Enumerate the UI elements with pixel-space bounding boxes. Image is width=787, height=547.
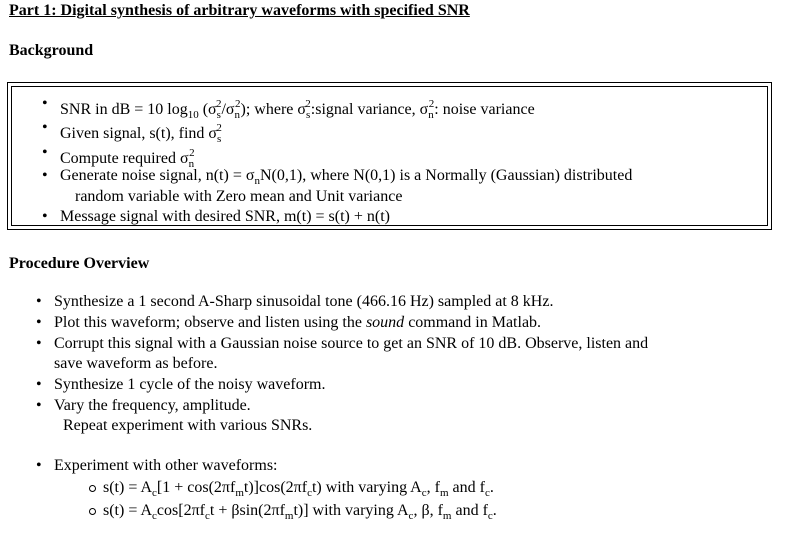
bullet-dot: •	[42, 95, 48, 112]
procedure-item-synthesize: Synthesize a 1 second A-Sharp sinusoidal tone (466.16 Hz) sampled at 8 kHz.	[54, 293, 554, 310]
bullet-circle	[89, 508, 96, 515]
background-item-noise: Generate noise signal, $n(t) = \sigma_nN(0,1)$, where N(0,1) is a Normally (Gaussian) distributed	[60, 167, 633, 187]
bullet-dot: •	[42, 167, 48, 184]
waveform-fm: $s(t) = A_c\cos[2\pi f_ct + \beta\sin(2\pi f_mt)]$ with varying $A_c$, β, $f_m$ and $f_c$.	[103, 502, 497, 522]
bullet-circle	[89, 485, 96, 492]
waveform-am: $s(t) = A_c[1 + \cos(2\pi f_mt)]\cos(2\pi f_ct)$ with varying $A_c$, $f_m$ and $f_c$.	[103, 479, 494, 499]
bullet-dot: •	[42, 119, 48, 136]
background-item-compute: Compute required $\sigma_n^2$	[60, 147, 195, 170]
procedure-heading: Procedure Overview	[9, 255, 150, 272]
background-item-noise-cont: random variable with Zero mean and Unit variance	[75, 188, 403, 205]
procedure-item-corrupt: Corrupt this signal with a Gaussian noise source to get an SNR of 10 dB. Observe, listen and	[54, 335, 649, 352]
procedure-item-experiment: Experiment with other waveforms:	[54, 457, 278, 474]
background-item-snr: SNR in dB = 10 $\log_{10} (\sigma_s^2/\sigma_n^2)$; where $\sigma_s^2:signal$ variance, $\sigma_n^2$: noise variance	[60, 98, 535, 121]
background-heading: Background	[9, 42, 94, 59]
bullet-dot: •	[36, 457, 42, 474]
bullet-dot: •	[36, 335, 42, 352]
procedure-item-repeat: Repeat experiment with various SNRs.	[63, 417, 313, 434]
bullet-dot: •	[36, 376, 42, 393]
procedure-item-corrupt-cont: save waveform as before.	[54, 355, 218, 372]
background-item-given-signal: Given signal, s(t), find $\sigma_s^2$	[60, 122, 222, 145]
procedure-item-vary: Vary the frequency, amplitude.	[54, 397, 251, 414]
bullet-dot: •	[36, 397, 42, 414]
bullet-dot: •	[36, 293, 42, 310]
bullet-dot: •	[42, 208, 48, 225]
part-title: Part 1: Digital synthesis of arbitrary waveforms with specified SNR	[9, 2, 470, 19]
procedure-item-plot: Plot this waveform; observe and listen using the sound command in Matlab.	[54, 314, 542, 331]
procedure-item-cycle: Synthesize 1 cycle of the noisy waveform.	[54, 376, 326, 393]
background-item-message: Message signal with desired SNR, m(t) = s(t) + n(t)	[60, 208, 390, 225]
bullet-dot: •	[36, 314, 42, 331]
bullet-dot: •	[42, 144, 48, 161]
